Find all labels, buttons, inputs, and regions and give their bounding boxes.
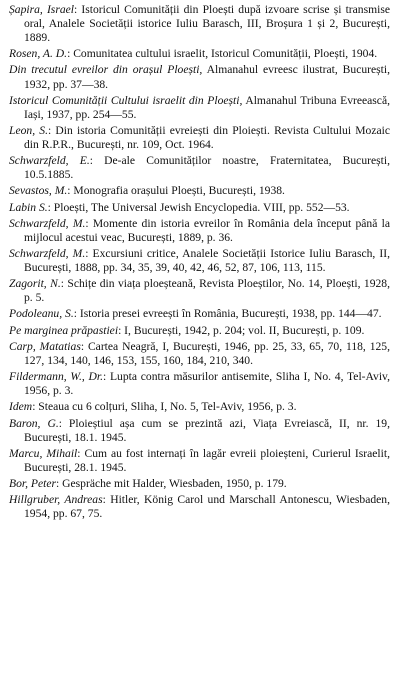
entry-author: Rosen, A. D. — [9, 47, 68, 61]
bibliography-entry — [9, 370, 390, 398]
bibliography-entry — [9, 247, 390, 275]
bibliography-entry — [9, 184, 390, 198]
entry-author: Schwarzfeld, M. — [9, 247, 86, 261]
bibliography-entry — [9, 154, 390, 182]
entry-title: Pe marginea prăpastiei — [9, 323, 119, 337]
entry-text: : Schițe din viața ploeșteană, Revista Ploeștilor, No. 14, Ploești, 1928, p. 5. — [24, 277, 390, 305]
entry-text: : Cartea Neagră, I, București, 1946, pp. 25, 33, 65, 70, 118, 125, 127, 134, 140, 146, 153, 155, 160, 184, 210, 340. — [24, 339, 390, 367]
entry-author: Zagorit, N. — [9, 277, 61, 291]
bibliography-entry — [9, 277, 390, 305]
bibliography-entry — [9, 217, 390, 245]
entry-text: : Comunitatea cultului israelit, Istoricul Comunității, Ploești, 1904. — [67, 47, 378, 61]
entry-text: : Excursiuni critice, Analele Societății Istorice Iuliu Barasch, II, București, 1888, pp. 34, 35, 39, 40, 42, 46, 52, 87, 106, 113, 115. — [24, 247, 391, 275]
entry-author: Bor, Peter — [9, 476, 57, 490]
entry-text: : Steaua cu 6 colțuri, Sliha, I, No. 5, Tel-Aviv, 1956, p. 3. — [32, 400, 297, 414]
entry-text: : Momente din istoria evreilor în România dela început până la mijlocul acestui veac, București, 1889, p. 36. — [24, 216, 390, 244]
entry-text: : I, București, 1942, p. 204; vol. II, București, p. 109. — [118, 323, 365, 337]
entry-title: Istoricul Comunității Cultului israelit din Ploești, — [9, 93, 243, 107]
entry-text: : Lupta contra măsurilor antisemite, Sliha I, No. 4, Tel-Aviv, 1956, p. 3. — [24, 370, 390, 398]
entry-author: Hillgruber, Andreas — [9, 493, 103, 507]
bibliography-entry — [9, 307, 390, 321]
bibliography-entry — [9, 417, 390, 445]
entry-title: Din trecutul evreilor din orașul Ploești, — [9, 63, 203, 77]
bibliography-entry — [9, 447, 390, 475]
entry-author: Fildermann, W., Dr. — [9, 370, 104, 384]
entry-author: Sevastos, M. — [9, 184, 68, 198]
entry-author: Schwarzfeld, E. — [9, 154, 90, 168]
entry-author: Carp, Matatias — [9, 339, 81, 353]
entry-text: : Din istoria Comunității evreiești din Ploiești. Revista Cultului Mozaic din R.P.R., București, nr. 109, Oct. 1964. — [24, 123, 391, 151]
bibliography-entry — [9, 340, 390, 368]
entry-text: Almanahul evreesc ilustrat, București, 1932, pp. 37—38. — [24, 63, 390, 91]
entry-text: Almanahul Tribuna Evreească, Iași, 1937, pp. 254—55. — [24, 93, 390, 121]
entry-text: : Ploieștiul așa cum se prezintă azi, Viața Evreiască, II, nr. 19, București, 18.1. 1945. — [24, 416, 390, 444]
entry-text: : Monografia orașului Ploești, București, 1938. — [67, 184, 285, 198]
entry-author: Schwarzfeld, M. — [9, 216, 86, 230]
entry-text: : Istoria presei evreești în România, București, 1938, pp. 144—47. — [73, 307, 382, 321]
entry-text: : Cum au fost internați în lagăr evreii ploieșteni, Curierul Israelit, București, 28.1. 1945. — [24, 446, 390, 474]
entry-author: Șapira, Israel — [9, 3, 74, 16]
bibliography-entry — [9, 124, 390, 152]
entry-author: Baron, G. — [9, 416, 59, 430]
bibliography-entry — [9, 493, 390, 521]
bibliography-entry — [9, 201, 390, 215]
bibliography-entry — [9, 477, 390, 491]
bibliography-entry — [9, 400, 390, 414]
entry-text: : Gespräche mit Halder, Wiesbaden, 1950, p. 179. — [56, 476, 287, 490]
entry-text: : Ploești, The Universal Jewish Encyclopedia. VIII, pp. 552—53. — [47, 200, 350, 214]
entry-author: Idem — [9, 400, 33, 414]
bibliography-entry — [9, 63, 390, 91]
entry-author: Leon, S. — [9, 123, 48, 137]
entry-text: : Istoricul Comunității din Ploești după izvoare scrise și transmise oral, Analele Societății istorice Iuliu Barasch, III, Broșura 1 și 2, București, 1889. — [24, 3, 390, 45]
entry-text: : De-ale Comunităților noastre, Fraternitatea, București, 10.5.1885. — [24, 154, 390, 182]
entry-author: Podoleanu, S. — [9, 307, 74, 321]
bibliography-entry — [9, 94, 390, 122]
entry-author: Labin S. — [9, 200, 48, 214]
entry-text: : Hitler, König Carol und Marschall Antonescu, Wiesbaden, 1954, pp. 67, 75. — [24, 493, 390, 521]
bibliography-entry — [9, 47, 390, 61]
bibliography-entry — [9, 3, 390, 45]
bibliography-entry — [9, 324, 390, 338]
entry-author: Marcu, Mihail — [9, 446, 78, 460]
